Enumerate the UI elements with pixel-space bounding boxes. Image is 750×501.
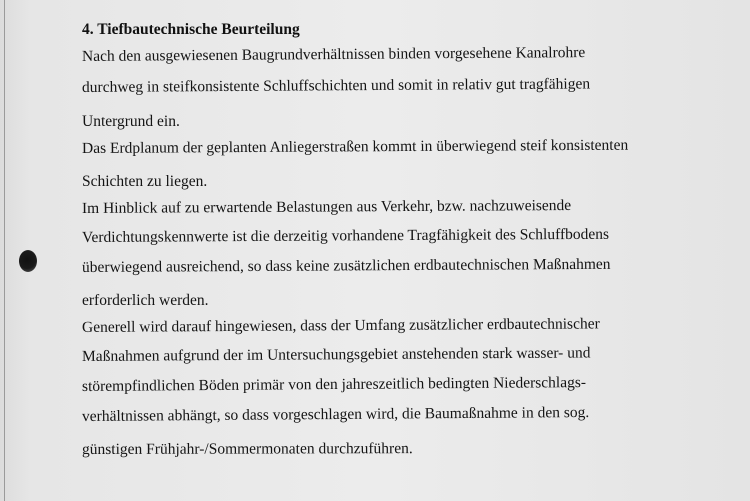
paragraph-line: günstigen Frühjahr-/Sommermonaten durchzuführen. bbox=[81, 440, 413, 458]
paragraph-line: durchweg in steifkonsistente Schluffschichten und somit in relativ gut tragfähigen bbox=[81, 75, 591, 96]
paragraph-line: Untergrund ein. bbox=[82, 113, 180, 130]
paragraph-line: überwiegend ausreichend, so dass keine zusätzlichen erdbautechnischen Maßnahmen bbox=[81, 255, 611, 276]
paragraph-line: Schichten zu liegen. bbox=[82, 173, 208, 190]
paragraph-line: Maßnahmen aufgrund der im Untersuchungsgebiet anstehenden stark wasser- und bbox=[81, 344, 591, 365]
paragraph-line: Nach den ausgewiesenen Baugrundverhältnissen binden vorgesehene Kanalrohre bbox=[81, 44, 586, 65]
paragraph-line: Verdichtungskennwerte ist die derzeitig vorhandene Tragfähigkeit des Schluffbodens bbox=[81, 225, 610, 246]
paragraph-line: verhältnissen abhängt, so dass vorgeschlagen wird, die Baumaßnahme in den sog. bbox=[81, 404, 590, 425]
punch-hole bbox=[19, 250, 37, 272]
paragraph-line: Im Hinblick auf zu erwartende Belastungen aus Verkehr, bzw. nachzuweisende bbox=[81, 197, 572, 217]
section-heading: 4. Tiefbautechnische Beurteilung bbox=[82, 21, 300, 38]
paragraph-line: störempfindlichen Böden primär von den jahreszeitlich bedingten Niederschlags- bbox=[81, 374, 587, 395]
page-edge bbox=[4, 0, 5, 501]
paragraph-line: Das Erdplanum der geplanten Anliegerstraßen kommt in überwiegend steif konsistenten bbox=[81, 136, 629, 157]
paragraph-line: Generell wird darauf hingewiesen, dass der Umfang zusätzlicher erdbautechnischer bbox=[81, 315, 600, 336]
paragraph-line: erforderlich werden. bbox=[82, 292, 209, 309]
